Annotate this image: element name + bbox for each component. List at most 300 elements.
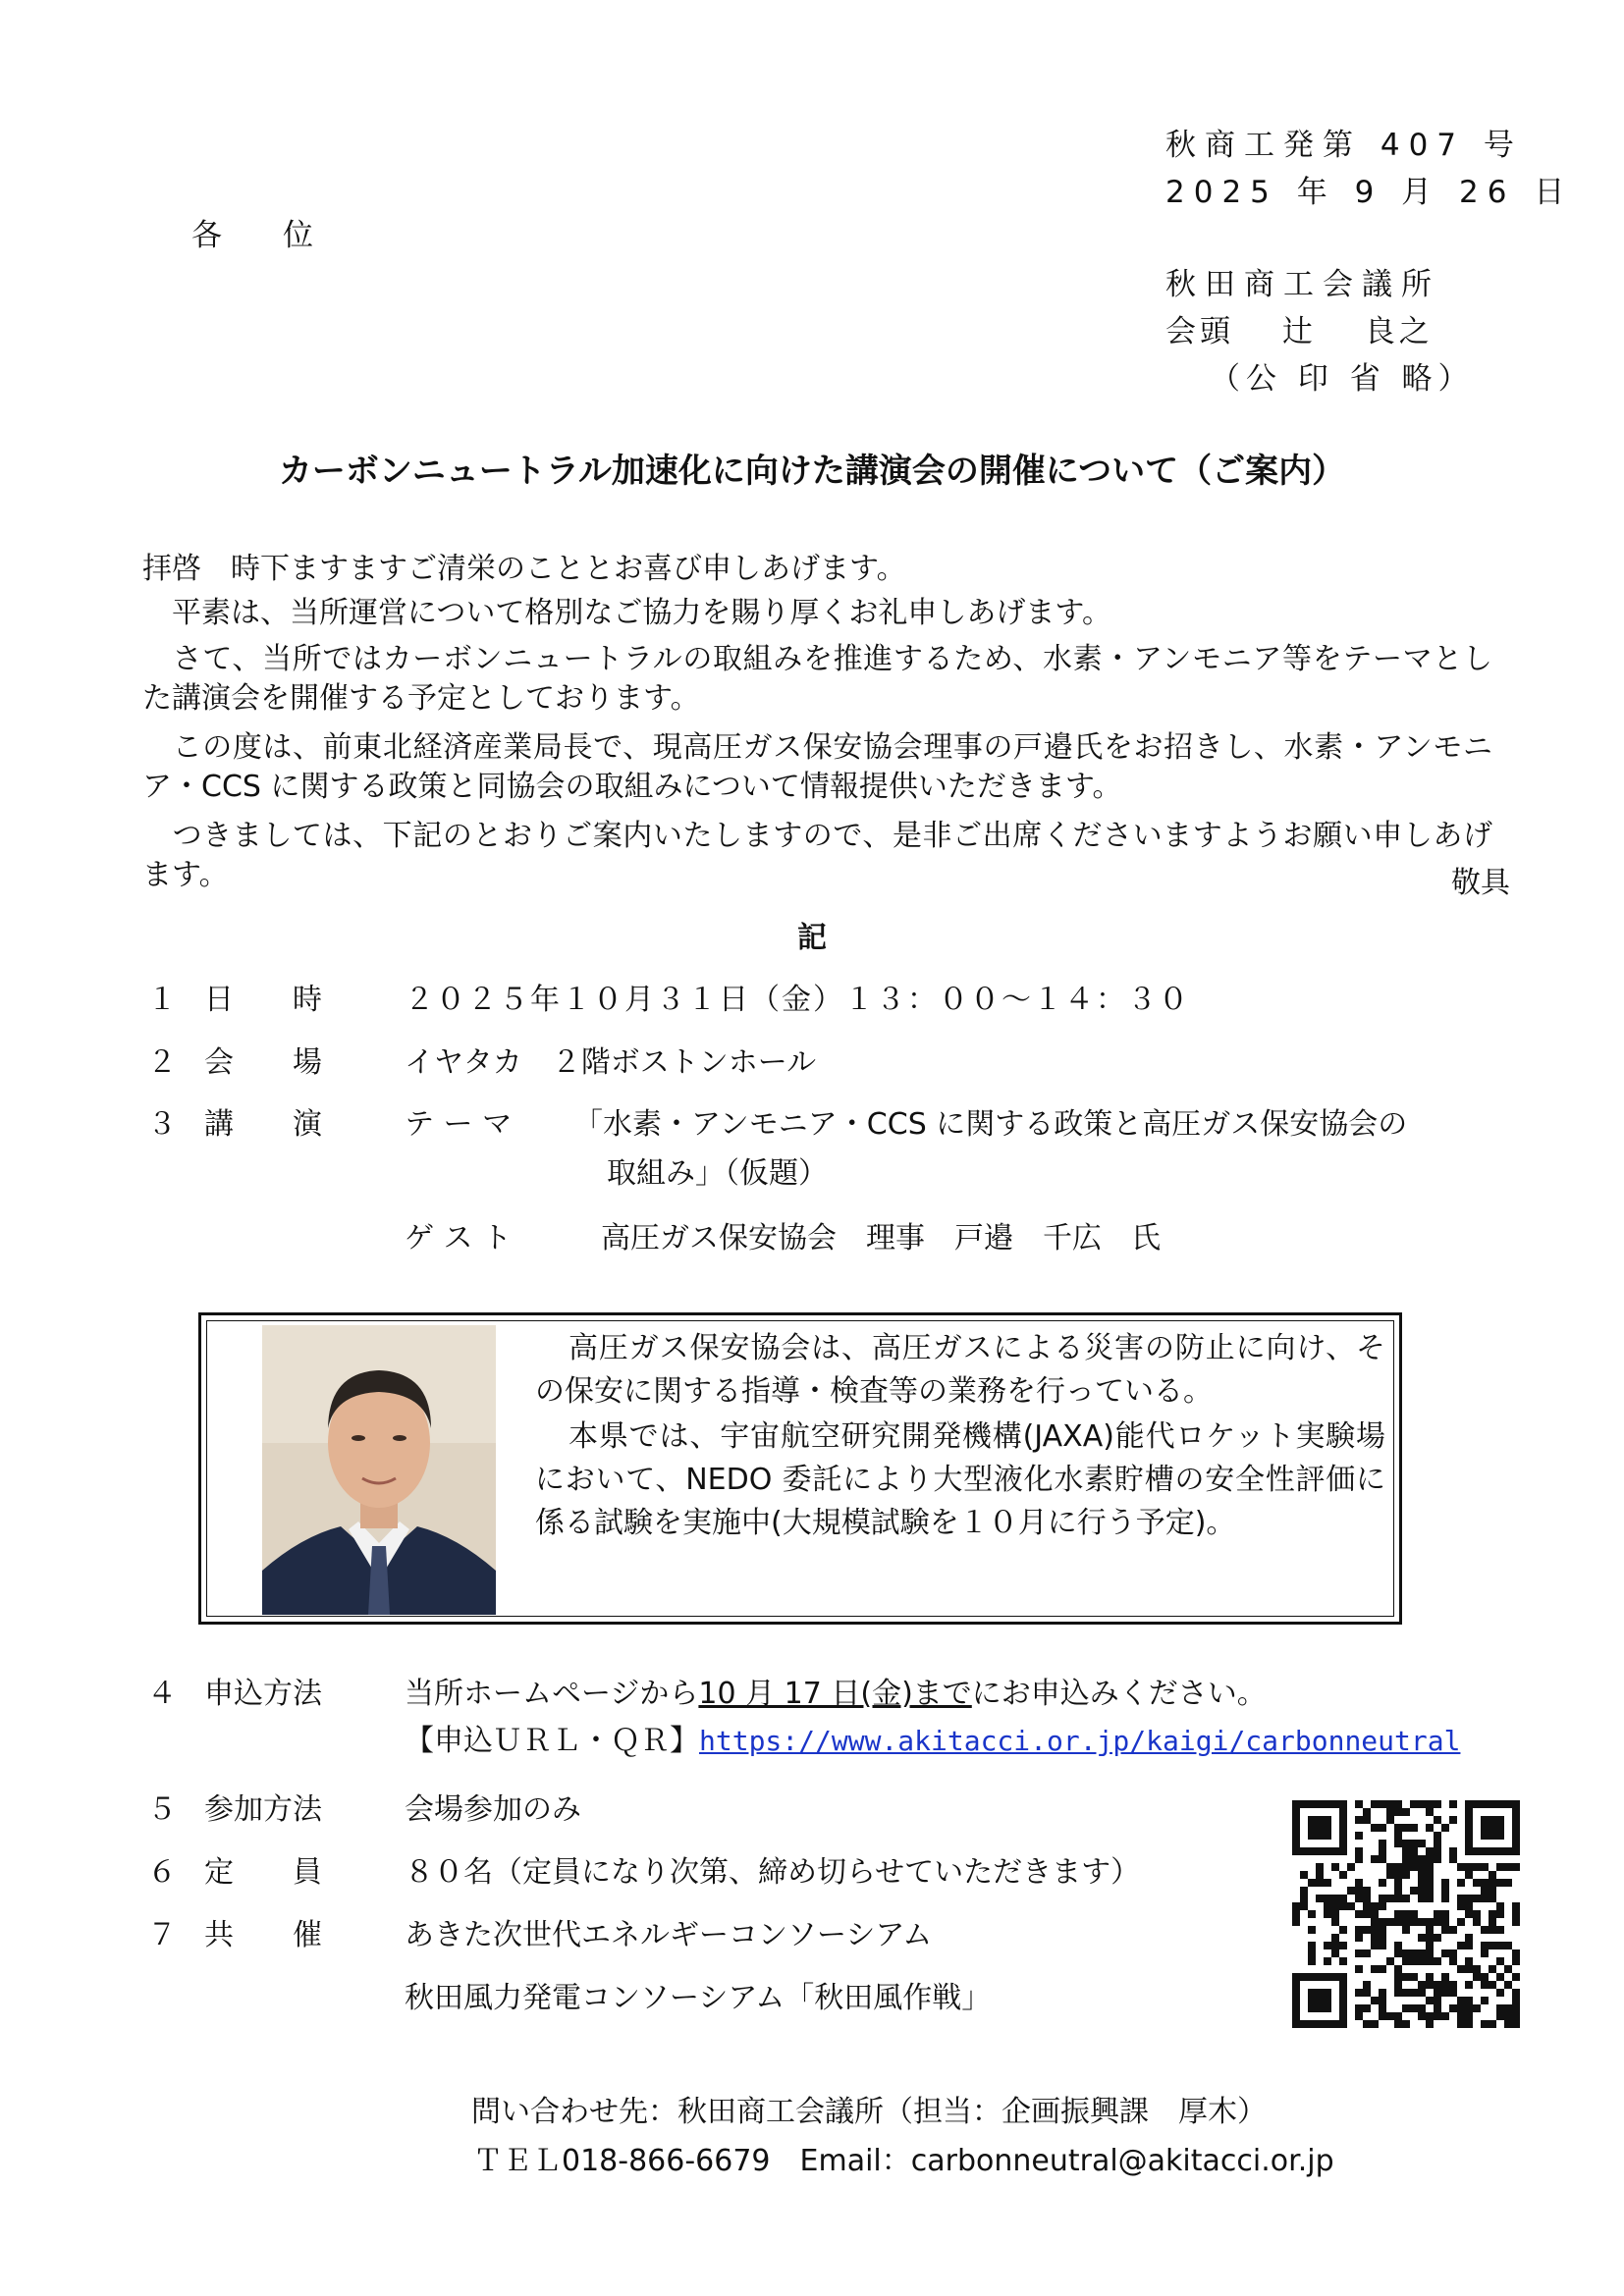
qr-module — [1386, 1895, 1394, 1902]
qr-module — [1379, 2004, 1386, 2012]
qr-module — [1504, 1879, 1512, 1887]
qr-module — [1308, 1957, 1316, 1965]
qr-module — [1363, 1902, 1371, 1910]
cohost-1: あきた次世代エネルギーコンソーシアム — [405, 1918, 933, 1952]
qr-module — [1465, 1997, 1473, 2004]
qr-module — [1379, 1997, 1386, 2004]
qr-module — [1394, 1808, 1402, 1816]
guest-value: 高圧ガス保安協会 理事 戸邉 千広 氏 — [601, 1221, 1161, 1255]
qr-module — [1379, 2012, 1386, 2020]
qr-module — [1465, 2012, 1473, 2020]
qr-module — [1308, 1910, 1316, 1918]
qr-module — [1300, 1871, 1308, 1879]
qr-module — [1379, 1934, 1386, 1942]
qr-module — [1481, 1887, 1489, 1895]
qr-module — [1441, 2012, 1449, 2020]
qr-module — [1504, 1965, 1512, 1973]
apply-text-post: にお申込みください。 — [971, 1677, 1267, 1711]
qr-module — [1426, 1981, 1434, 1989]
qr-module — [1434, 1981, 1441, 1989]
qr-module — [1371, 1965, 1379, 1973]
qr-module — [1355, 2004, 1363, 2012]
item-label-apply: 申込方法 — [204, 1677, 322, 1711]
qr-module — [1379, 1965, 1386, 1973]
qr-module — [1394, 1824, 1402, 1832]
qr-module — [1355, 1816, 1363, 1824]
item-number: ６ — [147, 1855, 177, 1890]
qr-module — [1473, 1910, 1481, 1918]
qr-module — [1394, 1989, 1402, 1997]
item-number: ７ — [147, 1918, 177, 1952]
qr-module — [1465, 1863, 1473, 1871]
qr-module — [1316, 1871, 1324, 1879]
qr-module — [1386, 1871, 1394, 1879]
qr-module — [1371, 1800, 1379, 1808]
qr-module — [1496, 1989, 1504, 1997]
qr-module — [1394, 2020, 1402, 2028]
qr-module — [1379, 1989, 1386, 1997]
qr-module — [1473, 1879, 1481, 1887]
qr-finder-top-left — [1292, 1800, 1347, 1855]
qr-module — [1418, 1879, 1426, 1887]
apply-url-line — [405, 1720, 1460, 1763]
qr-module — [1512, 2012, 1520, 2020]
qr-module — [1457, 2020, 1465, 2028]
guest-label: ゲ ス ト — [405, 1221, 513, 1255]
qr-module — [1449, 1926, 1457, 1934]
qr-module — [1441, 1918, 1449, 1926]
qr-module — [1512, 2004, 1520, 2012]
item-number: ３ — [147, 1107, 177, 1142]
qr-module — [1386, 1816, 1394, 1824]
qr-module — [1371, 1910, 1379, 1918]
qr-module — [1331, 1902, 1339, 1910]
qr-module — [1512, 1918, 1520, 1926]
qr-module — [1324, 1910, 1331, 1918]
qr-module — [1426, 1957, 1434, 1965]
ki-heading: 記 — [797, 921, 827, 955]
qr-module — [1394, 1949, 1402, 1957]
qr-module — [1402, 1949, 1410, 1957]
qr-finder-top-right — [1465, 1800, 1520, 1855]
qr-module — [1426, 1942, 1434, 1949]
qr-module — [1426, 1871, 1434, 1879]
qr-module — [1473, 1918, 1481, 1926]
qr-module — [1418, 1800, 1426, 1808]
qr-module — [1465, 2004, 1473, 2012]
qr-module — [1418, 1934, 1426, 1942]
sender-organization: 秋田商工会議所 — [1165, 267, 1440, 302]
qr-module — [1441, 1926, 1449, 1934]
qr-module — [1457, 1997, 1465, 2004]
qr-module — [1371, 1926, 1379, 1934]
qr-module — [1355, 1879, 1363, 1887]
qr-module — [1363, 1949, 1371, 1957]
qr-module — [1496, 1879, 1504, 1887]
qr-module — [1441, 1989, 1449, 1997]
qr-module — [1481, 1942, 1489, 1949]
qr-module — [1394, 1840, 1402, 1847]
qr-module — [1394, 1918, 1402, 1926]
qr-module — [1316, 1863, 1324, 1871]
qr-module — [1410, 1989, 1418, 1997]
qr-module — [1512, 1902, 1520, 1910]
qr-module — [1355, 1847, 1363, 1855]
qr-module — [1418, 2004, 1426, 2012]
qr-module — [1489, 1887, 1496, 1895]
qr-module — [1363, 2020, 1371, 2028]
qr-module — [1324, 1942, 1331, 1949]
qr-module — [1386, 1800, 1394, 1808]
qr-module — [1449, 1989, 1457, 1997]
qr-module — [1512, 2020, 1520, 2028]
qr-module — [1379, 1879, 1386, 1887]
qr-module — [1465, 1965, 1473, 1973]
qr-module — [1394, 1832, 1402, 1840]
qr-module — [1457, 1942, 1465, 1949]
qr-module — [1363, 1808, 1371, 1816]
item-number: ４ — [147, 1677, 177, 1711]
qr-module — [1465, 1902, 1473, 1910]
qr-module — [1418, 1981, 1426, 1989]
qr-module — [1347, 1902, 1355, 1910]
profile-paragraph-1: 高圧ガス保安協会は、高圧ガスによる災害の防止に向け、その保安に関する指導・検査等の業務を行っている。 — [535, 1331, 1385, 1409]
qr-module — [1449, 2004, 1457, 2012]
qr-module — [1394, 1863, 1402, 1871]
qr-module — [1434, 1989, 1441, 1997]
qr-module — [1449, 1855, 1457, 1863]
qr-module — [1292, 1902, 1300, 1910]
item-number: ５ — [147, 1792, 177, 1827]
qr-module — [1410, 1847, 1418, 1855]
qr-module — [1473, 1973, 1481, 1981]
qr-module — [1363, 1910, 1371, 1918]
qr-module — [1496, 1957, 1504, 1965]
qr-module — [1402, 1957, 1410, 1965]
qr-module — [1441, 1824, 1449, 1832]
qr-module — [1394, 1973, 1402, 1981]
qr-module — [1355, 1855, 1363, 1863]
registration-url-link[interactable]: https://www.akitacci.or.jp/kaigi/carbonneutral — [699, 1725, 1461, 1757]
qr-module — [1434, 2004, 1441, 2012]
qr-module — [1316, 1879, 1324, 1887]
qr-module — [1363, 1895, 1371, 1902]
qr-module — [1481, 1863, 1489, 1871]
qr-module — [1355, 1949, 1363, 1957]
qr-module — [1481, 1997, 1489, 2004]
closing-keigu: 敬具 — [1451, 866, 1510, 900]
qr-module — [1324, 1902, 1331, 1910]
qr-module — [1418, 1887, 1426, 1895]
qr-module — [1379, 1942, 1386, 1949]
qr-module — [1504, 2020, 1512, 2028]
qr-module — [1504, 1981, 1512, 1989]
qr-module — [1481, 1879, 1489, 1887]
qr-module — [1371, 1855, 1379, 1863]
qr-module — [1308, 1926, 1316, 1934]
cohost-2: 秋田風力発電コンソーシアム「秋田風作戦」 — [405, 1981, 992, 2015]
qr-module — [1449, 1957, 1457, 1965]
qr-module — [1489, 1926, 1496, 1934]
qr-module — [1496, 1910, 1504, 1918]
qr-module — [1418, 1949, 1426, 1957]
qr-module — [1489, 2020, 1496, 2028]
qr-module — [1504, 1863, 1512, 1871]
qr-module — [1371, 1942, 1379, 1949]
theme-line-2: 取組み」（仮題） — [607, 1156, 828, 1191]
theme-line-1: 「水素・アンモニア・CCS に関する政策と高圧ガス保安協会の — [573, 1107, 1408, 1142]
qr-module — [1457, 1918, 1465, 1926]
body-paragraph-3: さて、当所ではカーボンニュートラルの取組みを推進するため、水素・アンモニア等をテーマとした講演会を開催する予定としております。 — [142, 642, 1492, 716]
qr-module — [1410, 1855, 1418, 1863]
qr-module — [1449, 1847, 1457, 1855]
item-value-datetime: ２０２５年１０月３１日（金）１３：００～１４：３０ — [405, 983, 1190, 1017]
document-date: 2025 年 9 月 26 日 — [1165, 175, 1574, 210]
qr-module — [1465, 2020, 1473, 2028]
qr-module — [1434, 1910, 1441, 1918]
qr-module — [1394, 1942, 1402, 1949]
qr-module — [1496, 1926, 1504, 1934]
registration-qr-code[interactable] — [1288, 1796, 1524, 2032]
qr-module — [1324, 1957, 1331, 1965]
qr-module — [1426, 1847, 1434, 1855]
qr-module — [1410, 1800, 1418, 1808]
qr-module — [1496, 1902, 1504, 1910]
qr-module — [1489, 1910, 1496, 1918]
qr-module — [1402, 1808, 1410, 1816]
qr-module — [1379, 1895, 1386, 1902]
qr-module — [1449, 1816, 1457, 1824]
qr-module — [1481, 1895, 1489, 1902]
qr-module — [1355, 1926, 1363, 1934]
qr-module — [1512, 1949, 1520, 1957]
qr-module — [1292, 1918, 1300, 1926]
qr-module — [1394, 2012, 1402, 2020]
guest-portrait-photo — [262, 1325, 496, 1615]
qr-module — [1371, 2020, 1379, 2028]
qr-module — [1426, 1824, 1434, 1832]
qr-module — [1426, 2020, 1434, 2028]
item-label-venue: 会 場 — [204, 1045, 322, 1080]
qr-module — [1339, 1902, 1347, 1910]
qr-module — [1434, 1855, 1441, 1863]
qr-module — [1402, 2004, 1410, 2012]
apply-deadline: 10 月 17 日(金)まで — [698, 1677, 972, 1711]
qr-module — [1402, 1863, 1410, 1871]
qr-module — [1402, 1871, 1410, 1879]
qr-module — [1441, 1895, 1449, 1902]
qr-module — [1496, 2012, 1504, 2020]
qr-module — [1300, 1895, 1308, 1902]
qr-module — [1410, 1973, 1418, 1981]
qr-module — [1410, 1840, 1418, 1847]
qr-module — [1371, 1918, 1379, 1926]
profile-paragraph-2: 本県では、宇宙航空研究開発機構(JAXA)能代ロケット実験場において、NEDO 委託により大型液化水素貯槽の安全性評価に係る試験を実施中(大規模試験を１０月に行う予定)。 — [535, 1419, 1385, 1540]
qr-module — [1426, 1887, 1434, 1895]
qr-module — [1457, 2012, 1465, 2020]
item-label-cohost: 共 催 — [204, 1918, 322, 1952]
qr-module — [1434, 1957, 1441, 1965]
qr-module — [1331, 1942, 1339, 1949]
qr-module — [1473, 1965, 1481, 1973]
qr-module — [1355, 2012, 1363, 2020]
item-number: １ — [147, 983, 177, 1017]
qr-module — [1402, 2020, 1410, 2028]
qr-module — [1363, 1926, 1371, 1934]
qr-module — [1324, 1879, 1331, 1887]
qr-module — [1512, 1910, 1520, 1918]
item-value-apply — [405, 1673, 1267, 1716]
qr-module — [1426, 1997, 1434, 2004]
url-label: 【申込ＵＲＬ・ＱＲ】 — [405, 1724, 699, 1758]
qr-module — [1394, 1887, 1402, 1895]
qr-module — [1339, 1942, 1347, 1949]
qr-module — [1331, 1863, 1339, 1871]
qr-module — [1434, 1816, 1441, 1824]
qr-module — [1449, 1800, 1457, 1808]
qr-module — [1441, 1981, 1449, 1989]
qr-module — [1355, 1887, 1363, 1895]
theme-label: テ ー マ — [405, 1107, 513, 1142]
qr-module — [1363, 1989, 1371, 1997]
qr-module — [1434, 1840, 1441, 1847]
item-label-lecture: 講 演 — [204, 1107, 322, 1142]
qr-module — [1426, 1879, 1434, 1887]
qr-module — [1496, 1942, 1504, 1949]
qr-module — [1363, 1887, 1371, 1895]
profile-text — [535, 1327, 1385, 1547]
qr-module — [1394, 1879, 1402, 1887]
qr-module — [1300, 1887, 1308, 1895]
body-paragraph-4: この度は、前東北経済産業局長で、現高圧ガス保安協会理事の戸邉氏をお招きし、水素・アンモニア・CCS に関する政策と同協会の取組みについて情報提供いただきます。 — [142, 730, 1492, 804]
qr-module — [1379, 1840, 1386, 1847]
qr-module — [1426, 1973, 1434, 1981]
qr-module — [1410, 1863, 1418, 1871]
qr-module — [1308, 1949, 1316, 1957]
qr-module — [1402, 1840, 1410, 1847]
qr-module — [1512, 1957, 1520, 1965]
qr-module — [1316, 1895, 1324, 1902]
sender-name: 会頭 辻 良之 — [1165, 314, 1434, 349]
qr-module — [1347, 1887, 1355, 1895]
qr-module — [1363, 1981, 1371, 1989]
item-value-participation: 会場参加のみ — [405, 1792, 581, 1827]
qr-module — [1457, 1895, 1465, 1902]
qr-module — [1426, 1934, 1434, 1942]
qr-module — [1441, 1887, 1449, 1895]
qr-module — [1426, 1863, 1434, 1871]
qr-module — [1402, 1847, 1410, 1855]
qr-module — [1434, 1918, 1441, 1926]
qr-module — [1496, 1973, 1504, 1981]
qr-module — [1418, 1989, 1426, 1997]
qr-module — [1324, 1895, 1331, 1902]
qr-module — [1418, 1918, 1426, 1926]
item-value-venue: イヤタカ ２階ボストンホール — [405, 1045, 817, 1080]
qr-module — [1434, 1997, 1441, 2004]
qr-module — [1449, 1949, 1457, 1957]
qr-module — [1434, 1847, 1441, 1855]
qr-module — [1496, 2004, 1504, 2012]
qr-module — [1512, 1863, 1520, 1871]
body-paragraph-5: つきましては、下記のとおりご案内いたしますので、是非ご出席くださいますようお願い申しあげます。 — [142, 819, 1492, 892]
item-label-participation: 参加方法 — [204, 1792, 322, 1827]
qr-module — [1331, 1910, 1339, 1918]
qr-module — [1434, 1832, 1441, 1840]
qr-module — [1410, 1949, 1418, 1957]
qr-module — [1457, 1902, 1465, 1910]
qr-module — [1457, 1863, 1465, 1871]
qr-module — [1339, 1871, 1347, 1879]
qr-module — [1426, 1808, 1434, 1816]
qr-module — [1402, 1855, 1410, 1863]
qr-module — [1496, 1863, 1504, 1871]
qr-module — [1371, 1934, 1379, 1942]
item-number: ２ — [147, 1045, 177, 1080]
qr-module — [1331, 1949, 1339, 1957]
qr-module — [1418, 1895, 1426, 1902]
qr-module — [1426, 1918, 1434, 1926]
qr-module — [1457, 1879, 1465, 1887]
qr-module — [1355, 1965, 1363, 1973]
qr-module — [1402, 1895, 1410, 1902]
qr-module — [1379, 1800, 1386, 1808]
qr-module — [1410, 1957, 1418, 1965]
qr-module — [1363, 2004, 1371, 2012]
addressee: 各 位 — [191, 218, 313, 253]
qr-module — [1441, 1949, 1449, 1957]
qr-module — [1465, 1957, 1473, 1965]
qr-module — [1371, 1997, 1379, 2004]
qr-module — [1481, 1973, 1489, 1981]
qr-module — [1434, 2012, 1441, 2020]
qr-module — [1379, 1824, 1386, 1832]
qr-module — [1489, 1918, 1496, 1926]
qr-module — [1394, 1871, 1402, 1879]
qr-module — [1473, 1895, 1481, 1902]
qr-module — [1386, 1957, 1394, 1965]
qr-module — [1465, 1934, 1473, 1942]
qr-module — [1465, 1910, 1473, 1918]
qr-module — [1410, 2004, 1418, 2012]
qr-module — [1300, 1902, 1308, 1910]
qr-module — [1363, 1816, 1371, 1824]
qr-module — [1410, 1887, 1418, 1895]
qr-module — [1481, 2020, 1489, 2028]
qr-module — [1465, 1895, 1473, 1902]
qr-module — [1379, 1902, 1386, 1910]
qr-module — [1292, 1910, 1300, 1918]
qr-module — [1489, 1981, 1496, 1989]
qr-module — [1386, 1808, 1394, 1816]
qr-module — [1481, 1981, 1489, 1989]
document-title: カーボンニュートラル加速化に向けた講演会の開催について（ご案内） — [278, 452, 1346, 491]
qr-module — [1418, 1855, 1426, 1863]
qr-module — [1449, 1981, 1457, 1989]
qr-module — [1457, 1965, 1465, 1973]
qr-module — [1371, 1824, 1379, 1832]
qr-module — [1339, 1895, 1347, 1902]
qr-module — [1473, 2004, 1481, 2012]
qr-module — [1331, 1895, 1339, 1902]
qr-module — [1308, 1879, 1316, 1887]
qr-module — [1402, 1918, 1410, 1926]
contact-line-2: ＴＥＬ018-866-6679 Email：carbonneutral@akitacci.or.jp — [473, 2144, 1334, 2178]
qr-module — [1418, 1840, 1426, 1847]
body-paragraph-2: 平素は、当所運営について格別なご協力を賜り厚くお礼申しあげます。 — [142, 596, 1111, 630]
qr-module — [1418, 1957, 1426, 1965]
qr-module — [1355, 1895, 1363, 1902]
